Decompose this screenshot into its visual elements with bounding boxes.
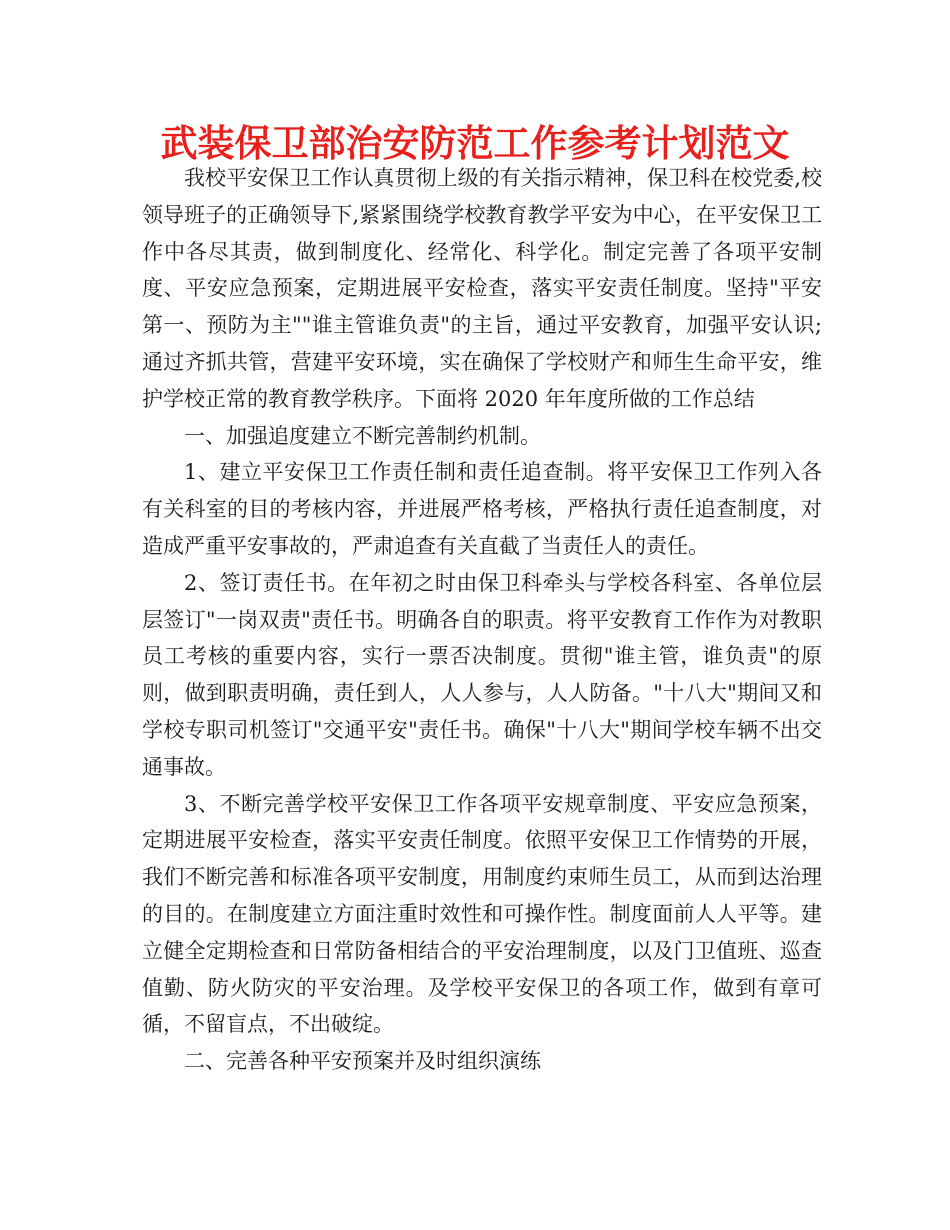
- section-heading-1: 一、加强追度建立不断完善制约机制。: [184, 423, 541, 448]
- section-heading-2: 二、完善各种平安预案并及时组织演练: [184, 1049, 541, 1074]
- document-body: [142, 160, 822, 1080]
- paragraph-item-2: 2、签订责任书。在年初之时由保卫科牵头与学校各科室、各单位层层签订"一岗双责"责任书。明确各自的职责。将平安教育工作作为对教职员工考核的重要内容，实行一票否决制度。贯彻"谁主管，谁负责"的原则，做到职责明确，责任到人，人人参与，人人防备。"十八大"期间又和学校专职司机签订"交通平安"责任书。确保"十八大"期间学校车辆不出交通事故。: [142, 570, 822, 779]
- paragraph-item-3: 3、不断完善学校平安保卫工作各项平安规章制度、平安应急预案，定期进展平安检查，落实平安责任制度。依照平安保卫工作情势的开展，我们不断完善和标准各项平安制度，用制度约束师生员工，从而到达治理的目的。在制度建立方面注重时效性和可操作性。制度面前人人平等。建立健全定期检查和日常防备相结合的平安治理制度，以及门卫值班、巡查值勤、防火防灾的平安治理。及学校平安保卫的各项工作，做到有章可循，不留盲点，不出破绽。: [142, 791, 822, 1037]
- paragraph-item-1: 1、建立平安保卫工作责任制和责任追查制。将平安保卫工作列入各有关科室的目的考核内容，并进展严格考核，严格执行责任追查制度，对造成严重平安事故的，严肃追查有关直截了当责任人的责任。: [142, 460, 822, 558]
- document-title: 武装保卫部治安防范工作参考计划范文: [160, 122, 790, 165]
- paragraph-intro: 我校平安保卫工作认真贯彻上级的有关指示精神，保卫科在校党委,校领导班子的正确领导下,紧紧围绕学校教育教学平安为中心，在平安保卫工作中各尽其责，做到制度化、经常化、科学化。制定完善了各项平安制度、平安应急预案，定期进展平安检查，落实平安责任制度。坚持"平安第一、预防为主""谁主管谁负责"的主旨，通过平安教育，加强平安认识;通过齐抓共管，营建平安环境，实在确保了学校财产和师生生命平安，维护学校正常的教育教学秩序。下面将 2020 年年度所做的工作总结: [142, 166, 822, 411]
